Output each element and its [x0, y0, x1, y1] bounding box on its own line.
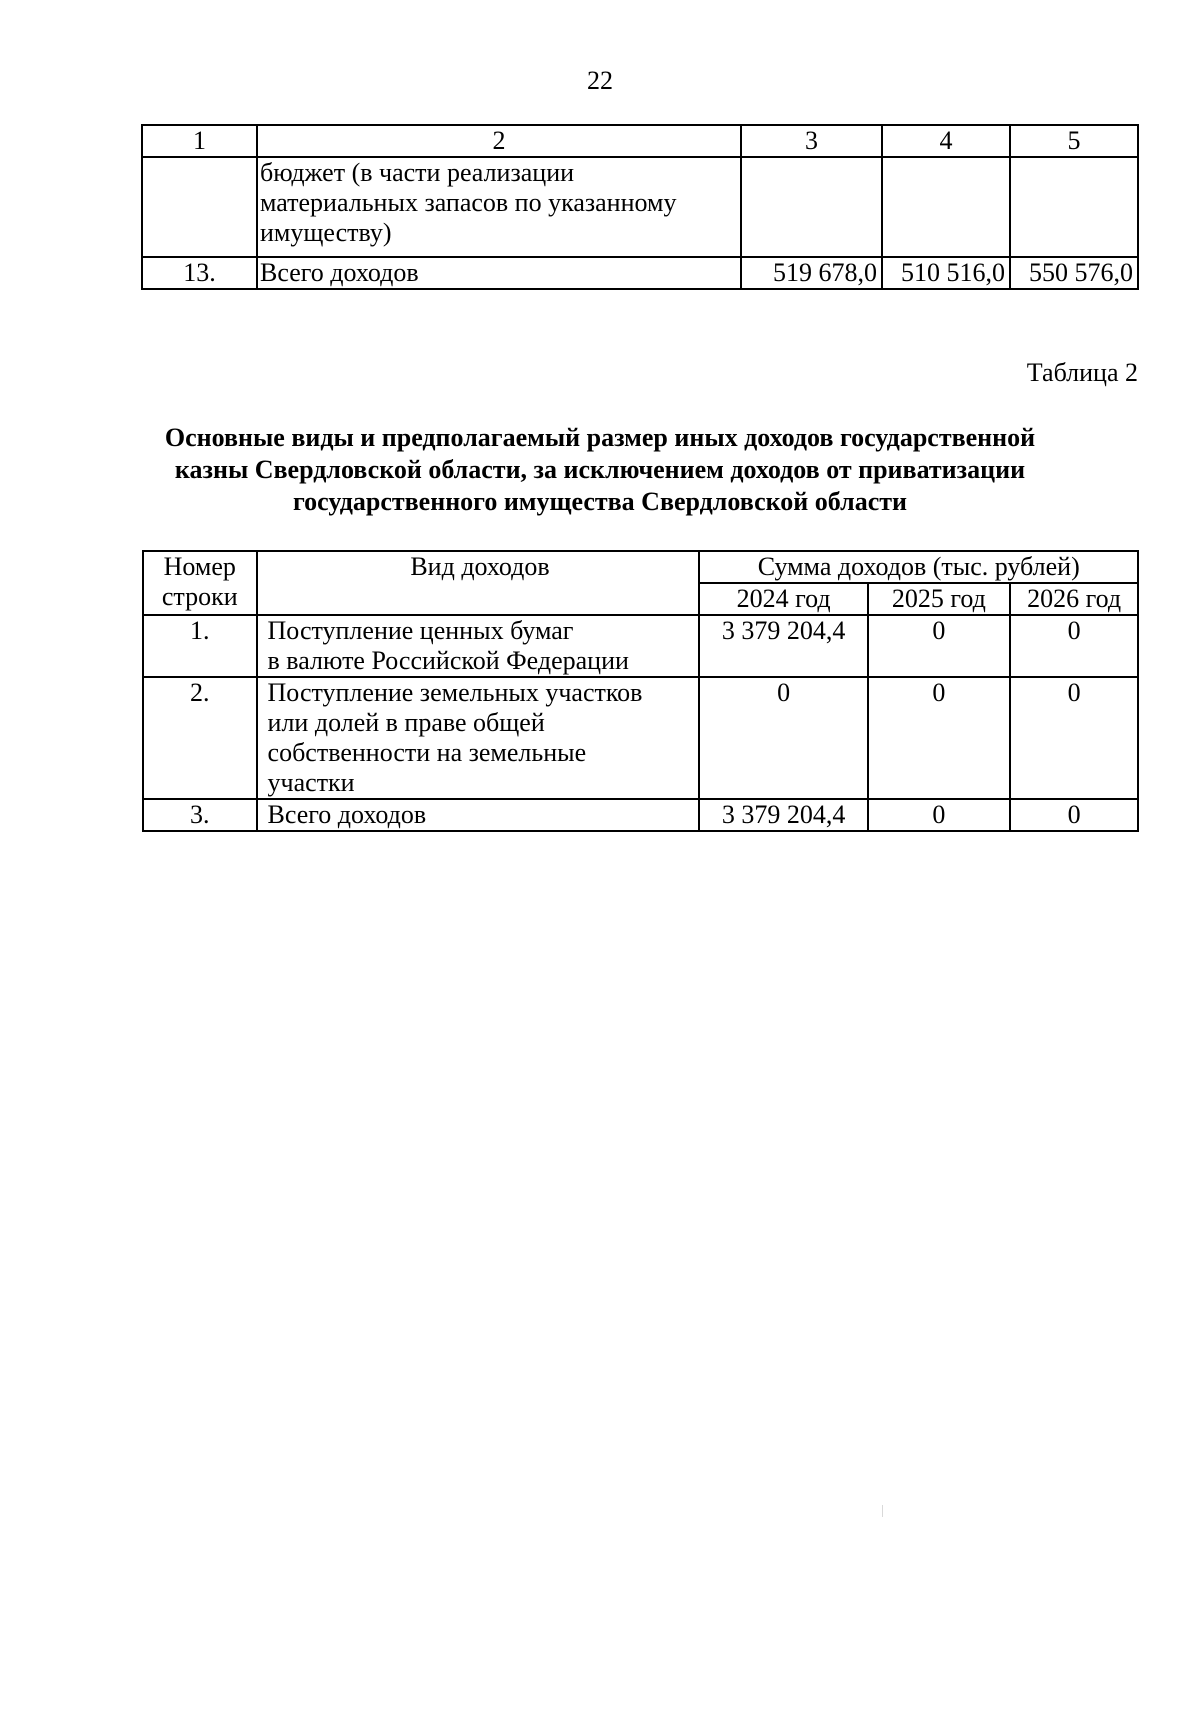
row-number-cell: 13.: [142, 257, 257, 289]
value-cell: [1010, 157, 1138, 257]
value-cell: [741, 157, 882, 257]
header-revenue-type: Вид доходов: [257, 551, 700, 615]
value-cell: 0: [1010, 799, 1138, 831]
column-number-1: 1: [142, 125, 257, 157]
header-row: [143, 551, 1138, 583]
page-number: 22: [587, 66, 613, 95]
table-row: [142, 157, 1138, 257]
row-text-cell: [257, 615, 700, 677]
value-cell: 0: [1010, 615, 1138, 677]
title-line: государственного имущества Свердловской области: [292, 487, 907, 516]
value-cell: 510 516,0: [882, 257, 1010, 289]
text-line: бюджет (в части реализации: [260, 158, 575, 187]
header-year-2025: 2025 год: [868, 583, 1011, 615]
column-number-3: 3: [741, 125, 882, 157]
table-row: [143, 615, 1138, 677]
row-number-cell: 1.: [143, 615, 257, 677]
row-text-cell: [257, 677, 700, 799]
column-number-row: [142, 125, 1138, 157]
value-cell: 3 379 204,4: [699, 615, 867, 677]
text-line: Всего доходов: [267, 800, 427, 829]
value-cell: 550 576,0: [1010, 257, 1138, 289]
text-line: материальных запасов по указанному: [260, 188, 677, 217]
text-line: Всего доходов: [260, 258, 419, 287]
total-row: [143, 799, 1138, 831]
header-year-2026: 2026 год: [1010, 583, 1138, 615]
row-number-cell: [142, 157, 257, 257]
value-cell: 3 379 204,4: [699, 799, 867, 831]
row-text-cell: [257, 157, 741, 257]
row-number-cell: 3.: [143, 799, 257, 831]
text-line: Поступление земельных участков: [267, 678, 643, 707]
title-line: Основные виды и предполагаемый размер иных доходов государственной: [164, 423, 1036, 452]
text-line: собственности на земельные: [267, 738, 587, 767]
text-line: участки: [267, 768, 355, 797]
value-cell: 0: [699, 677, 867, 799]
table-row: [143, 677, 1138, 799]
text-line: в валюте Российской Федерации: [267, 646, 629, 675]
scan-artifact: [882, 1505, 883, 1517]
text-line: Поступление ценных бумаг: [267, 616, 574, 645]
row-text-cell: [257, 799, 700, 831]
column-number-2: 2: [257, 125, 741, 157]
header-line: Номер: [163, 552, 236, 581]
revenue-table-continuation: [141, 124, 1139, 290]
value-cell: 0: [868, 799, 1011, 831]
header-line: строки: [161, 582, 238, 611]
header-revenue-sum: Сумма доходов (тыс. рублей): [699, 551, 1138, 583]
text-line: имуществу): [260, 218, 392, 247]
title-line: казны Свердловской области, за исключением доходов от приватизации: [174, 455, 1026, 484]
header-year-2024: 2024 год: [699, 583, 867, 615]
value-cell: 519 678,0: [741, 257, 882, 289]
value-cell: 0: [868, 677, 1011, 799]
text-line: или долей в праве общей: [267, 708, 545, 737]
value-cell: [882, 157, 1010, 257]
value-cell: 0: [868, 615, 1011, 677]
table-title: [100, 422, 1100, 518]
header-row-number: [143, 551, 257, 615]
table-caption: Таблица 2: [1026, 358, 1138, 387]
value-cell: 0: [1010, 677, 1138, 799]
row-text-cell: [257, 257, 741, 289]
row-number-cell: 2.: [143, 677, 257, 799]
column-number-4: 4: [882, 125, 1010, 157]
total-row: [142, 257, 1138, 289]
other-revenue-table: [142, 550, 1139, 832]
column-number-5: 5: [1010, 125, 1138, 157]
